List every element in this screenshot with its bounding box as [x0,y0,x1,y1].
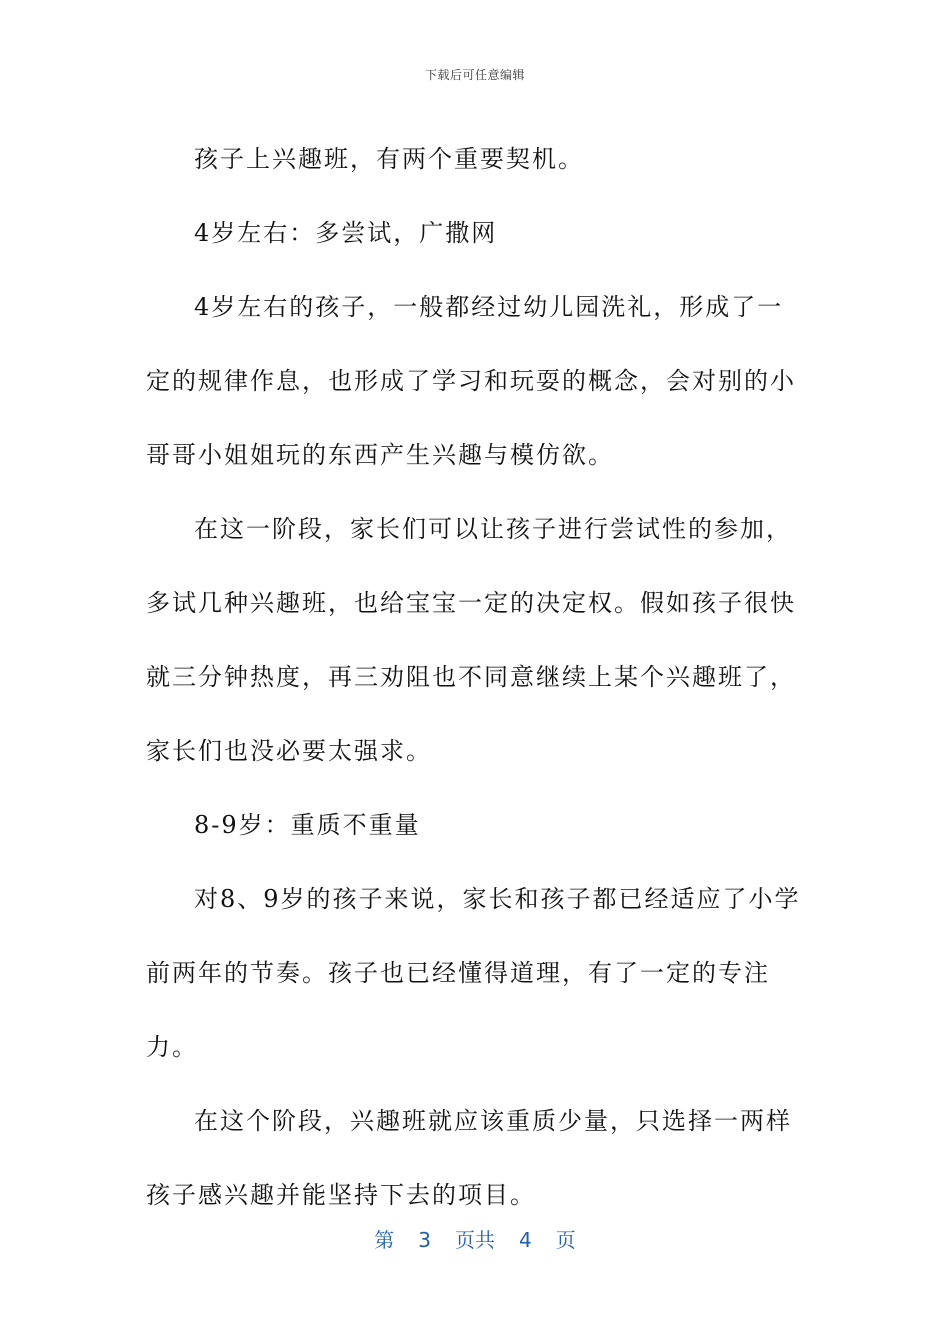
section-heading-age-4: 4岁左右：多尝试，广撒网 [194,219,498,247]
document-body [146,122,806,1232]
footer-total-pages: 4 [519,1228,532,1252]
paragraph-intro: 孩子上兴趣班，有两个重要契机。 [194,145,584,173]
section-heading-age-8-9: 8-9岁：重质不重量 [194,811,421,839]
paragraph-age-8-9-description: 对8、9岁的孩子来说，家长和孩子都已经适应了小学前两年的节奏。孩子也已经懂得道理，有了一定的专注力。 [146,885,801,1061]
header-note: 下载后可任意编辑 [424,68,525,82]
paragraph-age-8-9-advice: 在这个阶段，兴趣班就应该重质少量，只选择一两样孩子感兴趣并能坚持下去的项目。 [146,1107,792,1209]
footer-current-page: 3 [418,1228,431,1252]
footer-middle: 页共 [455,1228,495,1252]
paragraph-age-4-advice: 在这一阶段，家长们可以让孩子进行尝试性的参加，多试几种兴趣班，也给宝宝一定的决定权。假如孩子很快就三分钟热度，再三劝阻也不同意继续上某个兴趣班了，家长们也没必要太强求。 [146,515,796,765]
footer-prefix: 第 [374,1228,395,1252]
paragraph-age-4-description: 4岁左右的孩子，一般都经过幼儿园洗礼，形成了一定的规律作息，也形成了学习和玩耍的概念，会对别的小哥哥小姐姐玩的东西产生兴趣与模仿欲。 [146,293,796,469]
footer-suffix: 页 [555,1228,576,1252]
page-number-footer [0,1224,950,1253]
